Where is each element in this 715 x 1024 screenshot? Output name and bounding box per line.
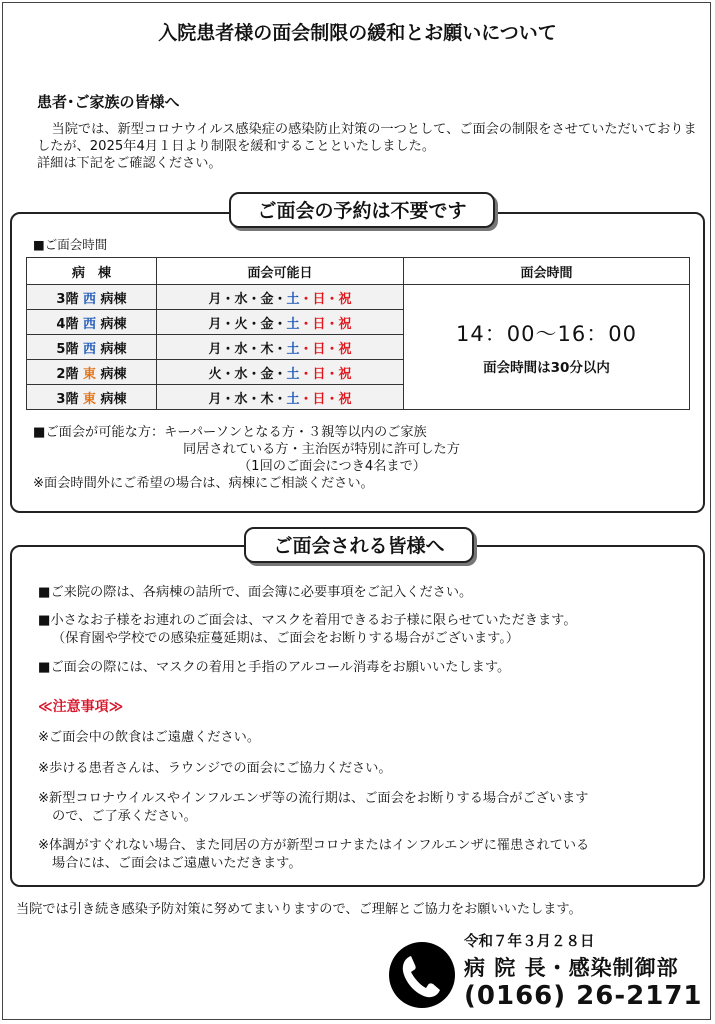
- visiting-time-cell: [404, 285, 690, 410]
- outside-hours-note: ※面会時間外にご希望の場合は、病棟にご相談ください。: [33, 476, 374, 491]
- ward-cell: 2階 東 病棟: [27, 360, 157, 385]
- ward-cell: 5階 西 病棟: [27, 335, 157, 360]
- days-cell: 月・水・金・土・日・祝: [157, 285, 404, 310]
- visiting-schedule-table: [26, 257, 690, 410]
- guideline-item-1: ■ご来院の際は、各病棟の詰所で、面会簿に必要事項をご記入ください。: [38, 585, 473, 600]
- visiting-time-note: 面会時間は30分以内: [483, 360, 610, 376]
- intro-line-2: 詳細は下記をご確認ください。: [37, 156, 222, 171]
- phone-icon: [389, 942, 455, 1008]
- intro-line-1: 当院では、新型コロナウイルス感染症の感染防止対策の一つとして、ご面会の制限をさせていただいておりましたが、2025年4月１日より制限を緩和することといたしました。: [37, 122, 697, 154]
- intro-text: [37, 121, 697, 172]
- page-title: 入院患者様の面会制限の緩和とお願いについて: [158, 22, 557, 44]
- greeting: 患者･ご家族の皆様へ: [37, 93, 180, 111]
- caution-1: ※ご面会中の飲食はご遠慮ください。: [38, 730, 261, 745]
- caution-3a: ※新型コロナウイルスやインフルエンザ等の流行期は、ご面会をお断りする場合がございます: [38, 791, 589, 806]
- header-ward: 病 棟: [27, 258, 157, 285]
- section2-heading: ご面会される皆様へ: [244, 527, 474, 563]
- section1-heading: ご面会の予約は不要です: [229, 192, 495, 228]
- days-cell: 火・水・金・土・日・祝: [157, 360, 404, 385]
- header-days: 面会可能日: [157, 258, 404, 285]
- issuer: 病 院 長・感染制御部: [464, 956, 679, 980]
- days-cell: 月・水・木・土・日・祝: [157, 385, 404, 410]
- phone-number: (0166) 26-2171: [464, 981, 703, 1011]
- caution-3b: ので、ご了承ください。: [52, 809, 197, 824]
- guideline-item-2a: ■小さなお子様をお連れのご面会は、マスクを着用できるお子様に限らせていただきます。: [38, 613, 577, 628]
- eligible-line-2: 同居されている方・主治医が特別に許可した方: [183, 442, 460, 457]
- ward-cell: 3階 東 病棟: [27, 385, 157, 410]
- closing-text: 当院では引き続き感染予防対策に努めてまいりますので、ご理解とご協力をお願いいたします。: [16, 902, 582, 917]
- issue-date: 令和７年３月２８日: [464, 934, 595, 950]
- days-cell: 月・火・金・土・日・祝: [157, 310, 404, 335]
- guideline-item-3: ■ご面会の際には、マスクの着用と手指のアルコール消毒をお願いいたします。: [38, 660, 511, 675]
- ward-cell: 4階 西 病棟: [27, 310, 157, 335]
- guideline-item-2b: （保育園や学校での感染症蔓延期は、ご面会をお断りする場合がございます。）: [52, 631, 520, 646]
- caution-title: ≪注意事項≫: [38, 699, 124, 715]
- eligible-line-1: ■ご面会が可能な方：キーパーソンとなる方・３親等以内のご家族: [33, 425, 427, 440]
- caution-2: ※歩ける患者さんは、ラウンジでの面会にご協力ください。: [38, 761, 392, 776]
- ward-cell: 3階 西 病棟: [27, 285, 157, 310]
- visiting-time: 14：00～16：00: [456, 322, 637, 346]
- header-time: 面会時間: [404, 258, 690, 285]
- days-cell: 月・水・木・土・日・祝: [157, 335, 404, 360]
- eligible-line-3: （1回のご面会につき4名まで）: [238, 459, 426, 474]
- caution-4b: 場合には、ご面会はご遠慮いただきます。: [52, 856, 302, 871]
- table-header-row: [27, 258, 690, 285]
- visiting-hours-label: ■ご面会時間: [33, 237, 108, 252]
- table-row: [27, 285, 690, 310]
- caution-4a: ※体調がすぐれない場合、また同居の方が新型コロナまたはインフルエンザに罹患されている: [38, 838, 590, 853]
- eligibility-notes: [33, 424, 460, 492]
